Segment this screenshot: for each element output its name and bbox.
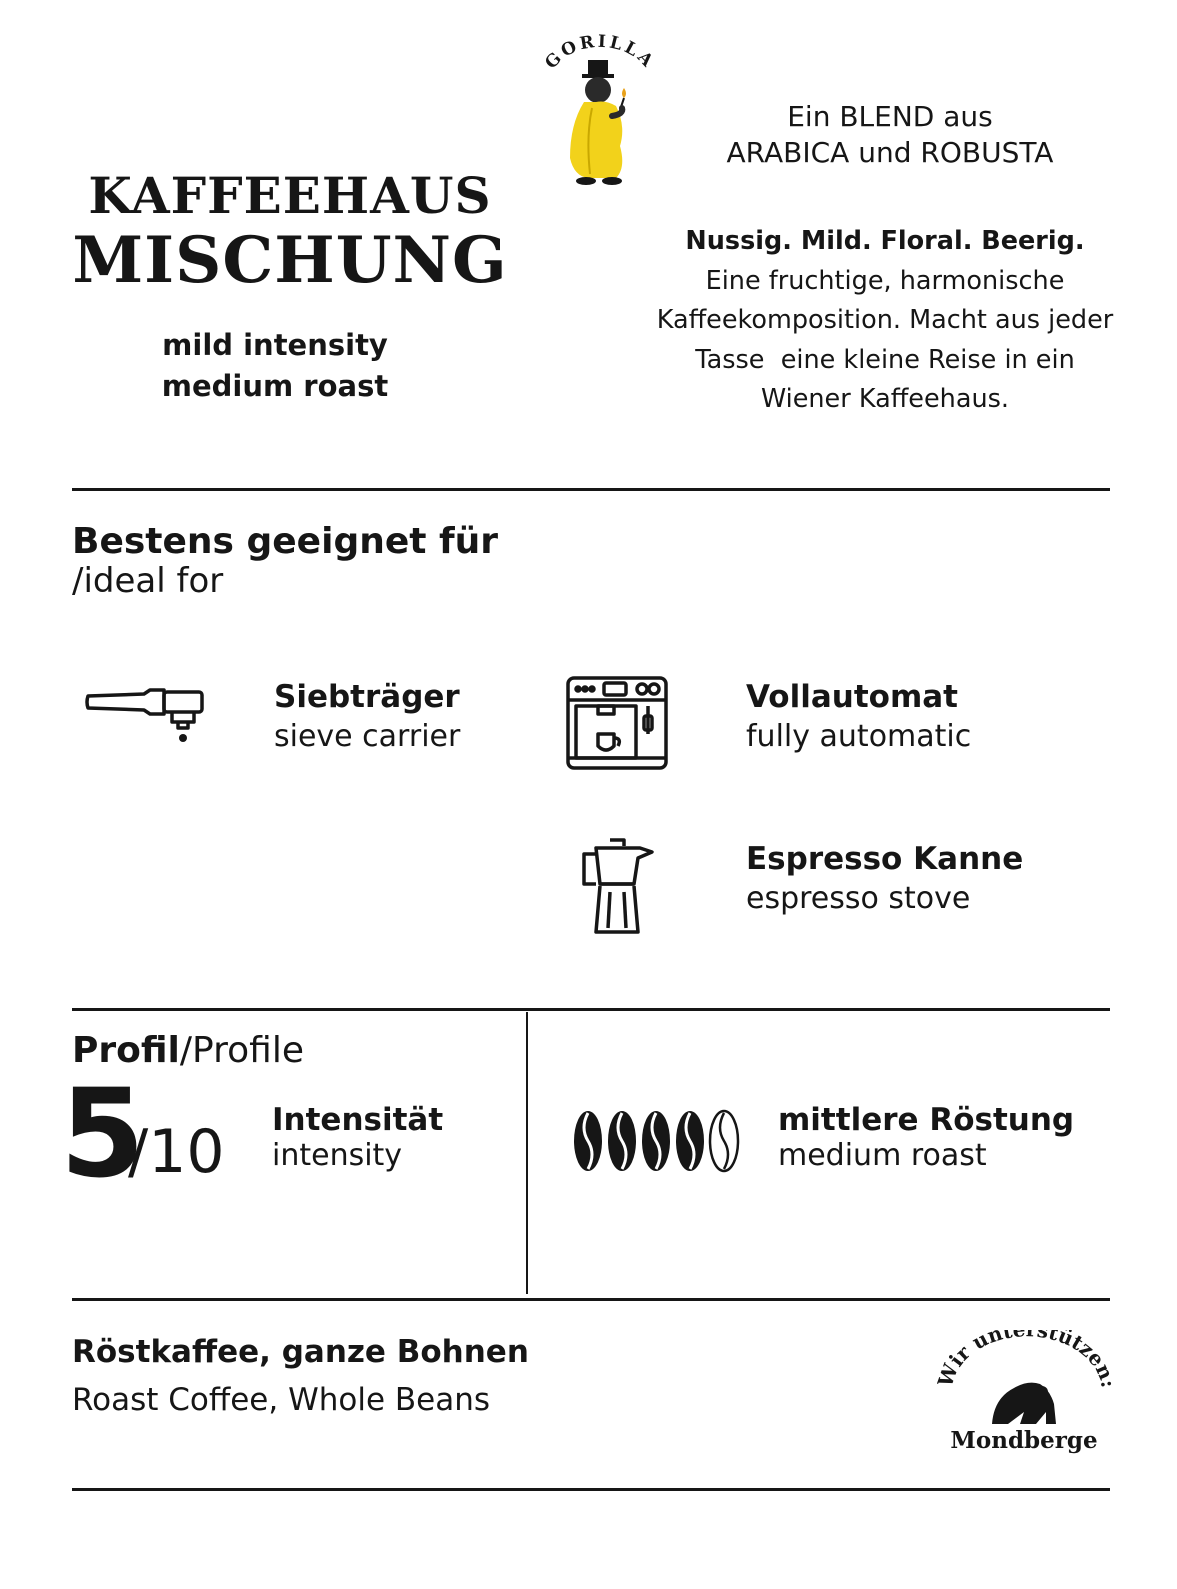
description-line1: Eine fruchtige, harmonische: [705, 265, 1065, 296]
bean-empty-icon: [710, 1111, 738, 1171]
intensity-label: Intensität: [272, 1102, 444, 1138]
bean-filled-icon: [676, 1111, 704, 1171]
logo-text: GORILLA: [541, 31, 659, 74]
coffee-type-de: Röstkaffee, ganze Bohnen: [72, 1334, 529, 1370]
blend-line1: Ein BLEND aus: [787, 100, 993, 133]
moka-pot-icon: [578, 838, 656, 940]
bean-filled-icon: [574, 1111, 602, 1171]
flavor-headline: Nussig. Mild. Floral. Beerig.: [685, 226, 1085, 256]
roast-beans: [572, 1108, 742, 1178]
gorilla-logo: [540, 28, 660, 198]
intensity-short: mild intensity: [162, 328, 388, 362]
intensity-sub: intensity: [272, 1138, 403, 1173]
vertical-divider: [526, 1012, 528, 1294]
method-label-sieve: Siebträger: [274, 679, 460, 715]
profile-title-bold: Profil: [72, 1030, 180, 1071]
blend-line2: ARABICA und ROBUSTA: [726, 136, 1054, 169]
method-sub-automatic: fully automatic: [746, 719, 972, 754]
description-line3: Tasse eine kleine Reise in ein: [695, 344, 1075, 375]
bean-filled-icon: [642, 1111, 670, 1171]
method-sub-stove: espresso stove: [746, 881, 971, 916]
product-name-line1: KAFFEEHAUS: [88, 166, 492, 225]
flavor-description: [640, 222, 1130, 420]
divider: [72, 1488, 1110, 1491]
description-line4: Wiener Kaffeehaus.: [760, 384, 1010, 414]
method-sub-sieve: sieve carrier: [274, 719, 461, 754]
mondberge-support-badge: [936, 1330, 1112, 1462]
coffee-type-en: Roast Coffee, Whole Beans: [72, 1382, 491, 1418]
roast-label: mittlere Röstung: [778, 1102, 1075, 1138]
ideal-for-subtitle: /ideal for: [72, 561, 224, 601]
divider: [72, 488, 1110, 491]
intensity-max: /10: [128, 1117, 225, 1187]
divider: [72, 1008, 1110, 1011]
support-arc-text: ir unt stütze: [944, 1330, 1110, 1371]
intensity-value: 5: [60, 1063, 141, 1205]
svg-text:Wir unterstützen:: [936, 1330, 1112, 1391]
roast-sub: medium roast: [778, 1138, 987, 1173]
coffee-machine-icon: [566, 676, 668, 776]
divider: [72, 1298, 1110, 1301]
roast-short: medium roast: [161, 369, 389, 403]
method-label-stove: Espresso Kanne: [746, 841, 1024, 877]
description-line2: Kaffeekomposition. Macht aus jeder: [656, 305, 1114, 335]
bean-filled-icon: [608, 1111, 636, 1171]
support-org: Mondberge: [950, 1427, 1098, 1454]
profile-title-rest: /Profile: [179, 1030, 304, 1071]
ideal-for-title: Bestens geeignet für: [72, 521, 499, 562]
product-name-line2: MISCHUNG: [72, 223, 508, 298]
portafilter-icon: [84, 682, 206, 748]
method-label-automatic: Vollautomat: [746, 679, 958, 715]
